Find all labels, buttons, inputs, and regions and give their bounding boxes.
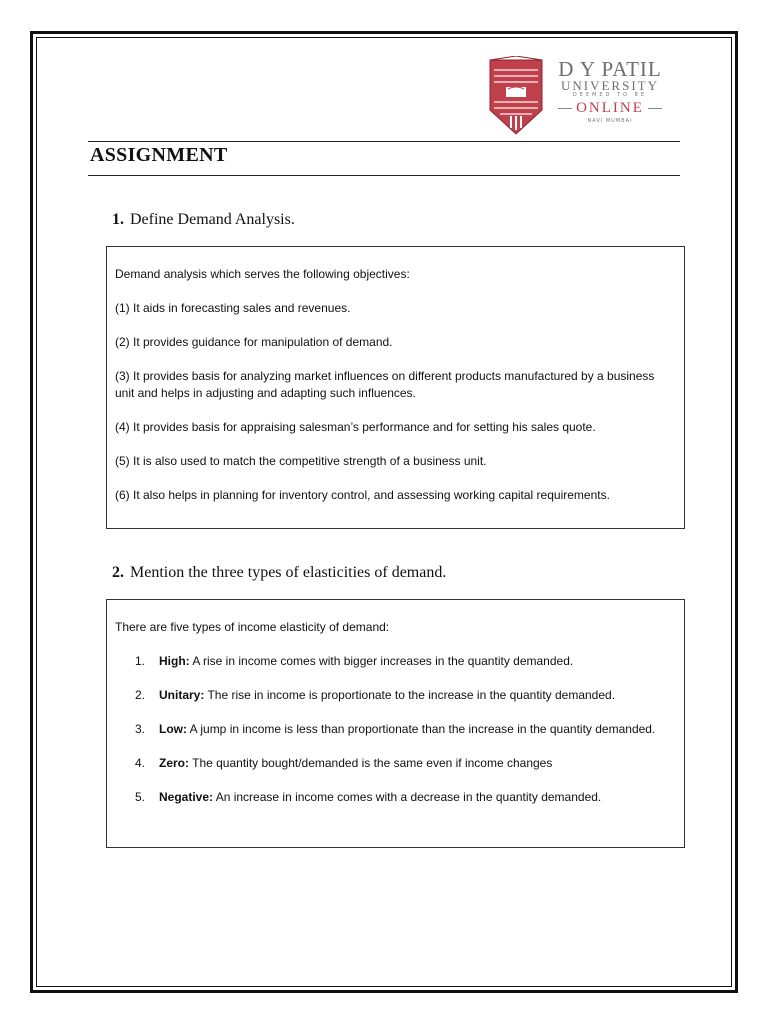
- list-item-desc: A jump in income is less than proportionate than the increase in the quantity demanded.: [187, 722, 656, 736]
- list-item-number: 3.: [135, 722, 146, 736]
- list-item-term: High:: [159, 654, 190, 668]
- answer-2-intro: There are five types of income elasticity of demand:: [115, 620, 390, 634]
- answer-box-1: [106, 246, 685, 529]
- logo-rule-left: [558, 108, 572, 109]
- university-logo: [488, 56, 680, 138]
- list-item-term: Unitary:: [159, 688, 205, 702]
- list-item-number: 2.: [135, 688, 146, 702]
- logo-university: UNIVERSITY: [561, 78, 659, 93]
- answer-1-point: (4) It provides basis for appraising salesman’s performance and for setting his sales quote.: [115, 420, 596, 434]
- list-item-desc: A rise in income comes with bigger increases in the quantity demanded.: [189, 654, 574, 668]
- list-item: [115, 687, 676, 704]
- list-item-term: Negative:: [159, 790, 214, 804]
- elasticity-list: [115, 653, 676, 806]
- list-item: [115, 789, 676, 806]
- logo-wordmark: [554, 58, 666, 124]
- page-title: ASSIGNMENT: [90, 144, 228, 166]
- answer-1-point: (3) It provides basis for analyzing market influences on different products manufactured by a business unit and helps in adjusting and adapting such influences.: [115, 369, 655, 400]
- logo-online: ONLINE: [576, 100, 644, 116]
- list-item-desc: An increase in income comes with a decrease in the quantity demanded.: [213, 790, 602, 804]
- logo-name: D Y PATIL: [558, 57, 662, 81]
- logo-rule-right: [648, 108, 662, 109]
- question-1-text: Define Demand Analysis.: [130, 211, 295, 228]
- list-item: [115, 721, 676, 738]
- list-item-term: Low:: [159, 722, 187, 736]
- answer-1-point: (1) It aids in forecasting sales and revenues.: [115, 301, 351, 315]
- heading-rule-bottom: [88, 175, 680, 176]
- list-item-number: 4.: [135, 756, 146, 770]
- logo-online-row: [554, 100, 666, 116]
- list-item-number: 1.: [135, 654, 146, 668]
- heading-rule-top: [88, 141, 680, 142]
- list-item-desc: The rise in income is proportionate to the increase in the quantity demanded.: [204, 688, 616, 702]
- question-1-number: 1.: [112, 211, 124, 228]
- logo-deemed: DEEMED TO BE: [572, 92, 648, 98]
- list-item: [115, 653, 676, 670]
- question-2-text: Mention the three types of elasticities of demand.: [130, 564, 447, 581]
- list-item: [115, 755, 676, 772]
- list-item-desc: The quantity bought/demanded is the same even if income changes: [189, 756, 553, 770]
- answer-1-point: (2) It provides guidance for manipulation of demand.: [115, 335, 393, 349]
- answer-1-intro: Demand analysis which serves the following objectives:: [115, 267, 410, 281]
- shield-emblem-icon: [488, 56, 544, 136]
- question-1: [112, 211, 295, 229]
- question-2: [112, 564, 446, 582]
- answer-1-point: (5) It is also used to match the competitive strength of a business unit.: [115, 454, 487, 468]
- answer-1-point: (6) It also helps in planning for inventory control, and assessing working capital requirements.: [115, 488, 610, 502]
- answer-box-2: [106, 599, 685, 848]
- list-item-term: Zero:: [159, 756, 189, 770]
- logo-city: NAVI MUMBAI: [587, 118, 633, 124]
- list-item-number: 5.: [135, 790, 146, 804]
- question-2-number: 2.: [112, 564, 124, 581]
